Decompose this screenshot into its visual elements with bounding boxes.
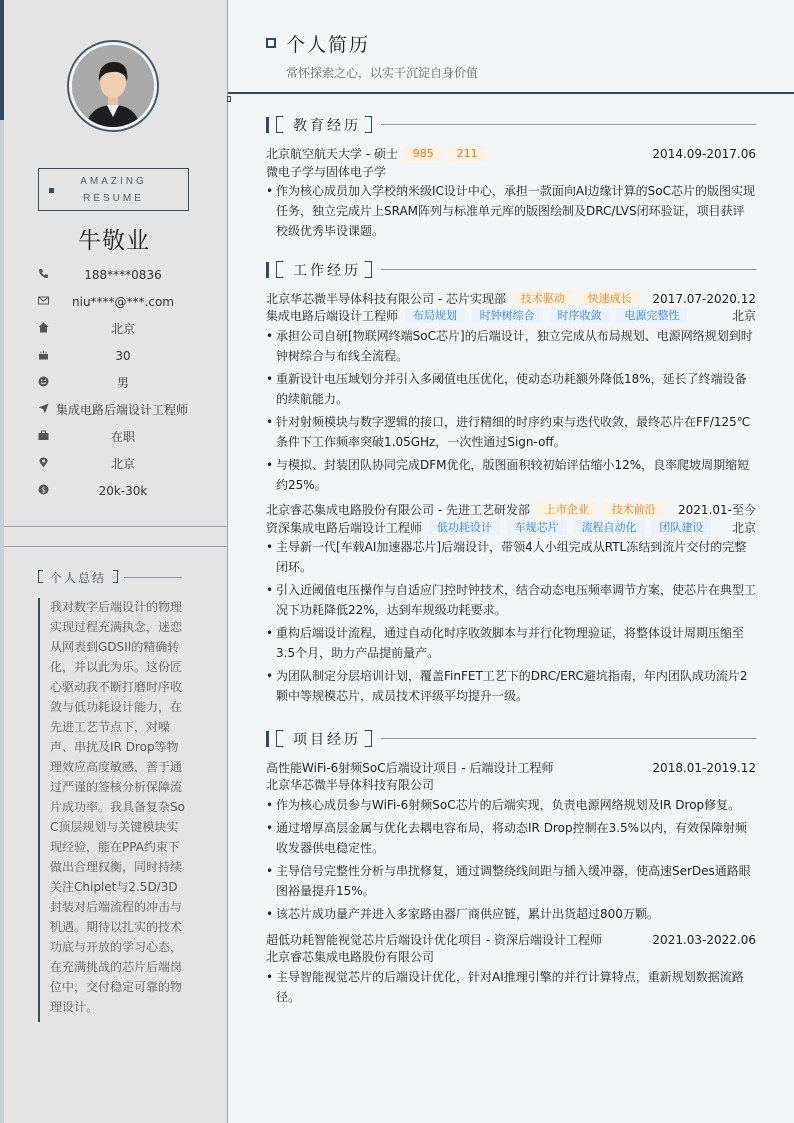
- edge-accent: [0, 0, 4, 120]
- avatar-portrait-icon: [72, 45, 154, 127]
- rule-marker-icon: [227, 96, 231, 102]
- project-company-row: [266, 777, 756, 794]
- tag-badge: 985: [405, 146, 442, 161]
- tag-badge: 技术前沿: [604, 502, 664, 517]
- tag-badge: 时序收敛: [550, 308, 610, 323]
- education-date: 2014.09-2017.06: [652, 147, 756, 161]
- project-company: 北京睿芯集成电路股份有限公司: [266, 950, 435, 964]
- info-age-text: 30: [115, 349, 131, 363]
- sidebar: [0, 0, 228, 1123]
- project-bullets: [266, 967, 756, 1010]
- info-age: [38, 347, 208, 365]
- section-bar-icon: [266, 117, 269, 133]
- list-item: • 为团队制定分层培训计划，覆盖FinFET工艺下的DRC/ERC避坑指南，年内团队成功流片2颗中等规模芯片，成员技术评级平均提升一级。: [266, 666, 756, 706]
- info-email-text: niu****@***.com: [72, 295, 174, 309]
- tag-badge: 车规芯片: [507, 520, 567, 535]
- section-work: [266, 261, 756, 279]
- section-bar-icon: [266, 731, 269, 747]
- list-item: • 与模拟、封装团队协同完成DFM优化，版图面积较初始评估缩小12%，良率爬坡周期缩短约25%。: [266, 455, 756, 495]
- info-status-text: 在职: [110, 430, 135, 444]
- job-header: [266, 502, 756, 519]
- info-home: [38, 320, 208, 338]
- list-item: • 针对射频模块与数字逻辑的接口，进行精细的时序约束与迭代收敛，最终芯片在FF/125℃条件下工作频率突破1.05GHz，一次性通过Sign-off。: [266, 412, 756, 452]
- job-role-row: [266, 520, 756, 537]
- list-item: • 主导智能视觉芯片的后端设计优化，针对AI推理引擎的并行计算特点，重新规划数据流路径。: [266, 967, 756, 1007]
- bracket-right-icon: [113, 570, 118, 583]
- info-gender: [38, 374, 208, 392]
- job-city: 北京: [731, 309, 756, 323]
- info-position-text: 集成电路后端设计工程师: [56, 403, 189, 417]
- section-rule: [381, 124, 756, 125]
- bracket-left-icon: [276, 116, 283, 133]
- project-bullets: [266, 795, 756, 927]
- job-city: 北京: [731, 521, 756, 535]
- job-role: 集成电路后端设计工程师: [266, 309, 399, 323]
- company-name: 北京睿芯集成电路股份有限公司 - 先进工艺研发部: [266, 503, 530, 517]
- bracket-right-icon: [365, 730, 372, 747]
- avatar-frame: [67, 40, 159, 132]
- header-rule: [228, 92, 794, 94]
- project-company: 北京华芯微半导体科技有限公司: [266, 778, 435, 792]
- list-item: • 重新设计电压域划分并引入多阈值电压优化，使动态功耗额外降低18%，延长了终端设备的续航能力。: [266, 369, 756, 409]
- info-phone-text: 188****0836: [84, 268, 162, 282]
- edge-strip: [0, 0, 4, 1123]
- badge-line-1: AMAZING: [80, 176, 147, 187]
- info-gender-text: 男: [116, 376, 129, 390]
- tag-badge: 电源完整性: [616, 308, 687, 323]
- info-position: [38, 401, 208, 419]
- project-name: 高性能WiFi-6射频SoC后端设计项目 - 后端设计工程师: [266, 761, 554, 775]
- send-icon: [38, 403, 49, 414]
- tag-badge: 低功耗设计: [429, 520, 500, 535]
- section-title: 项目经历: [293, 732, 361, 748]
- sidebar-divider: [4, 526, 227, 527]
- tag-badge: 布局规划: [405, 308, 465, 323]
- job-bullets: [266, 537, 756, 709]
- section-rule: [381, 269, 756, 270]
- education-major: [266, 164, 756, 181]
- summary-accent-bar: [38, 598, 40, 1022]
- info-salary-text: 20k-30k: [98, 484, 148, 498]
- info-salary: [38, 482, 208, 500]
- avatar: [72, 45, 154, 127]
- tag-badge: 211: [449, 146, 486, 161]
- section-projects: [266, 730, 756, 748]
- section-title: 工作经历: [293, 263, 361, 279]
- education-bullets: [266, 181, 756, 244]
- badge-line-2: RESUME: [83, 193, 144, 204]
- tag-badge: 流程自动化: [574, 520, 645, 535]
- info-phone: [38, 266, 208, 284]
- section-bar-icon: [266, 262, 269, 278]
- project-date: 2018.01-2019.12: [652, 761, 756, 775]
- svg-text:$: $: [41, 485, 46, 495]
- job-role-row: [266, 308, 756, 325]
- summary-rule: [124, 577, 182, 578]
- list-item: • 引入近阈值电压操作与自适应门控时钟技术，结合动态电压频率调节方案，使芯片在典型工况下功耗降低22%，达到车规级功耗要求。: [266, 580, 756, 620]
- bracket-left-icon: [38, 570, 43, 583]
- bracket-left-icon: [276, 261, 283, 278]
- info-location-text: 北京: [110, 457, 135, 471]
- summary-title: 个人总结: [50, 571, 107, 585]
- tag-badge: 技术驱动: [513, 291, 573, 306]
- job-date: 2021.01-至今: [678, 503, 756, 517]
- info-status: [38, 428, 208, 446]
- sidebar-divider: [4, 546, 227, 547]
- list-item: • 作为核心成员加入学校纳米级IC设计中心，承担一款面向AI边缘计算的SoC芯片的版图实现任务，独立完成片上SRAM阵列与标准单元库的版图绘制及DRC/LVS闭环验证，项目获评校级优秀毕设课题。: [266, 181, 756, 241]
- header-square-icon: [266, 38, 276, 48]
- list-item: • 通过增厚高层金属与优化去耦电容布局，将动态IR Drop控制在3.5%以内，有效保障射频收发器供电稳定性。: [266, 818, 756, 858]
- project-header: [266, 932, 756, 949]
- info-location: [38, 455, 208, 473]
- page-title: 个人简历: [286, 34, 371, 56]
- school-name: 北京航空航天大学 - 硕士: [266, 147, 398, 161]
- company-name: 北京华芯微半导体科技有限公司 - 芯片实现部: [266, 292, 506, 306]
- summary-text: 我对数字后端设计的物理实现过程充满执念，迷恋从网表到GDSII的精确转化，并以此为乐。这份匠心驱动我不断打磨时序收敛与低功耗设计能力，在先进工艺节点下，对噪声、串扰及IR Drop等物理效应高度敏感，善于通过严谨的签核分析保障流片成功率。我具备复杂SoC顶层规划与关键模块实现经验，能在PPA约束下做出合理权衡，同时持续关注Chiplet与2.5D/3D封装对后端流程的冲击与机遇。期待以扎实的技术功底与开放的学习心态，在充满挑战的芯片后端岗位中，交付稳定可靠的物理设计。: [50, 600, 185, 1014]
- bracket-right-icon: [365, 261, 372, 278]
- education-header: [266, 146, 756, 163]
- project-header: [266, 760, 756, 777]
- section-title: 教育经历: [293, 118, 361, 134]
- list-item: • 主导信号完整性分析与串扰修复，通过调整绕线间距与插入缓冲器，使高速SerDes通路眼图裕量提升15%。: [266, 861, 756, 901]
- person-name: 牛敬业: [78, 228, 150, 254]
- job-header: [266, 291, 756, 308]
- list-item: • 主导新一代[车载AI加速器芯片]后端设计，带领4人小组完成从RTL冻结到流片交付的完整闭环。: [266, 537, 756, 577]
- job-bullets: [266, 326, 756, 498]
- info-email: [38, 293, 208, 311]
- job-role: 资深集成电路后端设计工程师: [266, 521, 423, 535]
- section-rule: [381, 738, 756, 739]
- list-item: • 承担公司自研[物联网终端SoC芯片]的后端设计，独立完成从布局规划、电源网络规划到时钟树综合与布线全流程。: [266, 326, 756, 366]
- info-home-text: 北京: [110, 322, 135, 336]
- section-education: [266, 116, 756, 134]
- resume-badge: [38, 168, 189, 211]
- list-item: • 作为核心成员参与WiFi-6射频SoC芯片的后端实现，负责电源网络规划及IR Drop修复。: [266, 795, 756, 815]
- list-item: • 该芯片成功量产并进入多家路由器厂商供应链，累计出货超过800万颗。: [266, 904, 756, 924]
- tag-badge: 团队建设: [651, 520, 711, 535]
- tag-badge: 上市企业: [537, 502, 597, 517]
- job-date: 2017.07-2020.12: [652, 292, 756, 306]
- bracket-left-icon: [276, 730, 283, 747]
- project-company-row: [266, 949, 756, 966]
- tag-badge: 快速成长: [580, 291, 640, 306]
- page-subtitle: 常怀探索之心，以实干沉淀自身价值: [286, 66, 479, 80]
- project-date: 2021.03-2022.06: [652, 933, 756, 947]
- tag-badge: 时钟树综合: [472, 308, 543, 323]
- project-name: 超低功耗智能视觉芯片后端设计优化项目 - 资深后端设计工程师: [266, 933, 602, 947]
- major-text: 微电子学与固体电子学: [266, 165, 387, 179]
- bracket-right-icon: [365, 116, 372, 133]
- list-item: • 重构后端设计流程，通过自动化时序收敛脚本与并行化物理验证，将整体设计周期压缩至3.5个月，助力产品提前量产。: [266, 623, 756, 663]
